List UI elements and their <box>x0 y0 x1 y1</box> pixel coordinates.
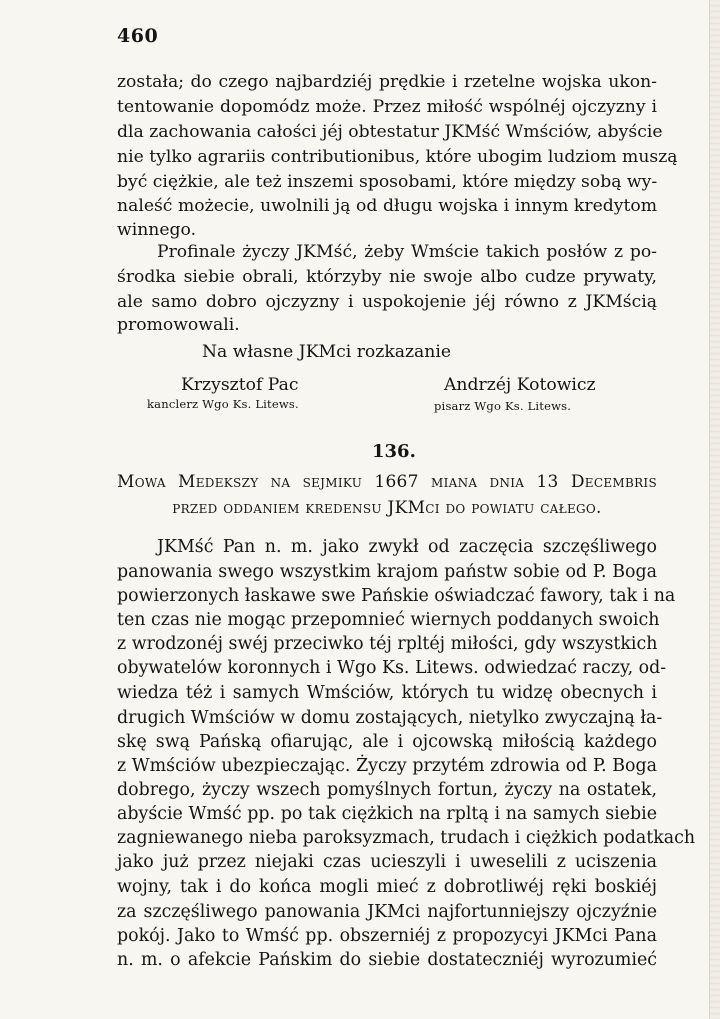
text-line: dla zachowania całości jéj obtestatur JKMść Wmściów, abyście <box>117 122 663 142</box>
text-line: abyście Wmść pp. po tak ciężkich na rpltą i na samych siebie <box>117 804 657 824</box>
text-line: została; do czego najbardziéj prędkie i rzetelne wojska ukon- <box>117 72 657 92</box>
text-line: winnego. <box>117 220 197 240</box>
text-line: wiedza téż i samych Wmściów, których tu widzę obecnych i <box>117 683 657 703</box>
text-line: ale samo dobro ojczyzny i uspokojenie jéj równo z JKMścią <box>117 292 657 312</box>
text-line: skę swą Pańską ofiarując, ale i ojcowską miłością każdego <box>117 732 657 752</box>
text-line: środka siebie obrali, którzyby nie swoje albo cudze prywaty, <box>117 267 657 287</box>
signatory-right-name: Andrzéj Kotowicz <box>444 375 596 395</box>
text-line: naleść możecie, uwolnili ją od długu wojska i innym kredytom <box>117 196 657 216</box>
document-heading-line: przed oddaniem kredensu JKMci do powiatu całego. <box>172 498 602 518</box>
text-line: obywatelów koronnych i Wgo Ks. Litews. odwiedzać raczy, od- <box>117 658 667 678</box>
text-line: Profinale życzy JKMść, żeby Wmście takich posłów z po- <box>157 242 657 262</box>
text-line: powierzonych łaskawe swe Pańskie oświadczać fawory, tak i na <box>117 586 676 606</box>
document-heading-line: Mowa Medekszy na sejmiku 1667 miana dnia 13 Decembris <box>117 472 657 492</box>
text-line: dobrego, życzy wszech pomyślnych fortun, życzy na ostatek, <box>117 780 657 800</box>
text-line: tentowanie dopomódz może. Przez miłość wspólnéj ojczyzny i <box>117 97 657 117</box>
signatory-left-title: kanclerz Wgo Ks. Litews. <box>147 397 299 411</box>
text-line: z wrodzonéj swéj przeciwko téj rpltéj miłości, gdy wszystkich <box>117 634 658 654</box>
text-line: ten czas nie mogąc przepomnieć wiernych poddanych swoich <box>117 610 660 630</box>
page-edge <box>709 0 720 1019</box>
text-line: zagniewanego nieba paroksyzmach, trudach i ciężkich podatkach <box>117 828 696 848</box>
text-line: n. m. o afekcie Pańskim do siebie dostateczniéj wyrozumieć <box>117 950 657 970</box>
signatory-left-name: Krzysztof Pac <box>181 375 299 395</box>
salutation: Na własne JKMci rozkazanie <box>202 342 452 362</box>
page-number: 460 <box>117 25 159 47</box>
text-line: za szczęśliwego panowania JKMci najfortunniejszy ojczyźnie <box>117 902 657 922</box>
text-line: pokój. Jako to Wmść pp. obszerniéj z propozycyi JKMci Pana <box>117 926 657 946</box>
text-line: promowowali. <box>117 315 240 335</box>
document-number: 136. <box>372 441 416 462</box>
signatory-right-title: pisarz Wgo Ks. Litews. <box>434 399 572 413</box>
text-line: JKMść Pan n. m. jako zwykł od zaczęcia szczęśliwego <box>157 537 657 557</box>
text-line: panowania swego wszystkim krajom państw sobie od P. Boga <box>117 562 657 582</box>
text-line: nie tylko agrariis contributionibus, które ubogim ludziom muszą <box>117 147 678 167</box>
text-line: jako już przez niejaki czas ucieszyli i uweselili z uciszenia <box>117 852 657 872</box>
text-line: być ciężkie, ale też inszemi sposobami, które między sobą wy- <box>117 172 658 192</box>
text-line: drugich Wmściów w domu zostających, nietylko zwyczajną ła- <box>117 708 663 728</box>
text-line: z Wmściów ubezpieczając. Życzy przytém zdrowia od P. Boga <box>117 756 657 776</box>
text-line: wojny, tak i do końca mogli mieć z dobrotliwéj ręki boskiéj <box>117 877 657 897</box>
